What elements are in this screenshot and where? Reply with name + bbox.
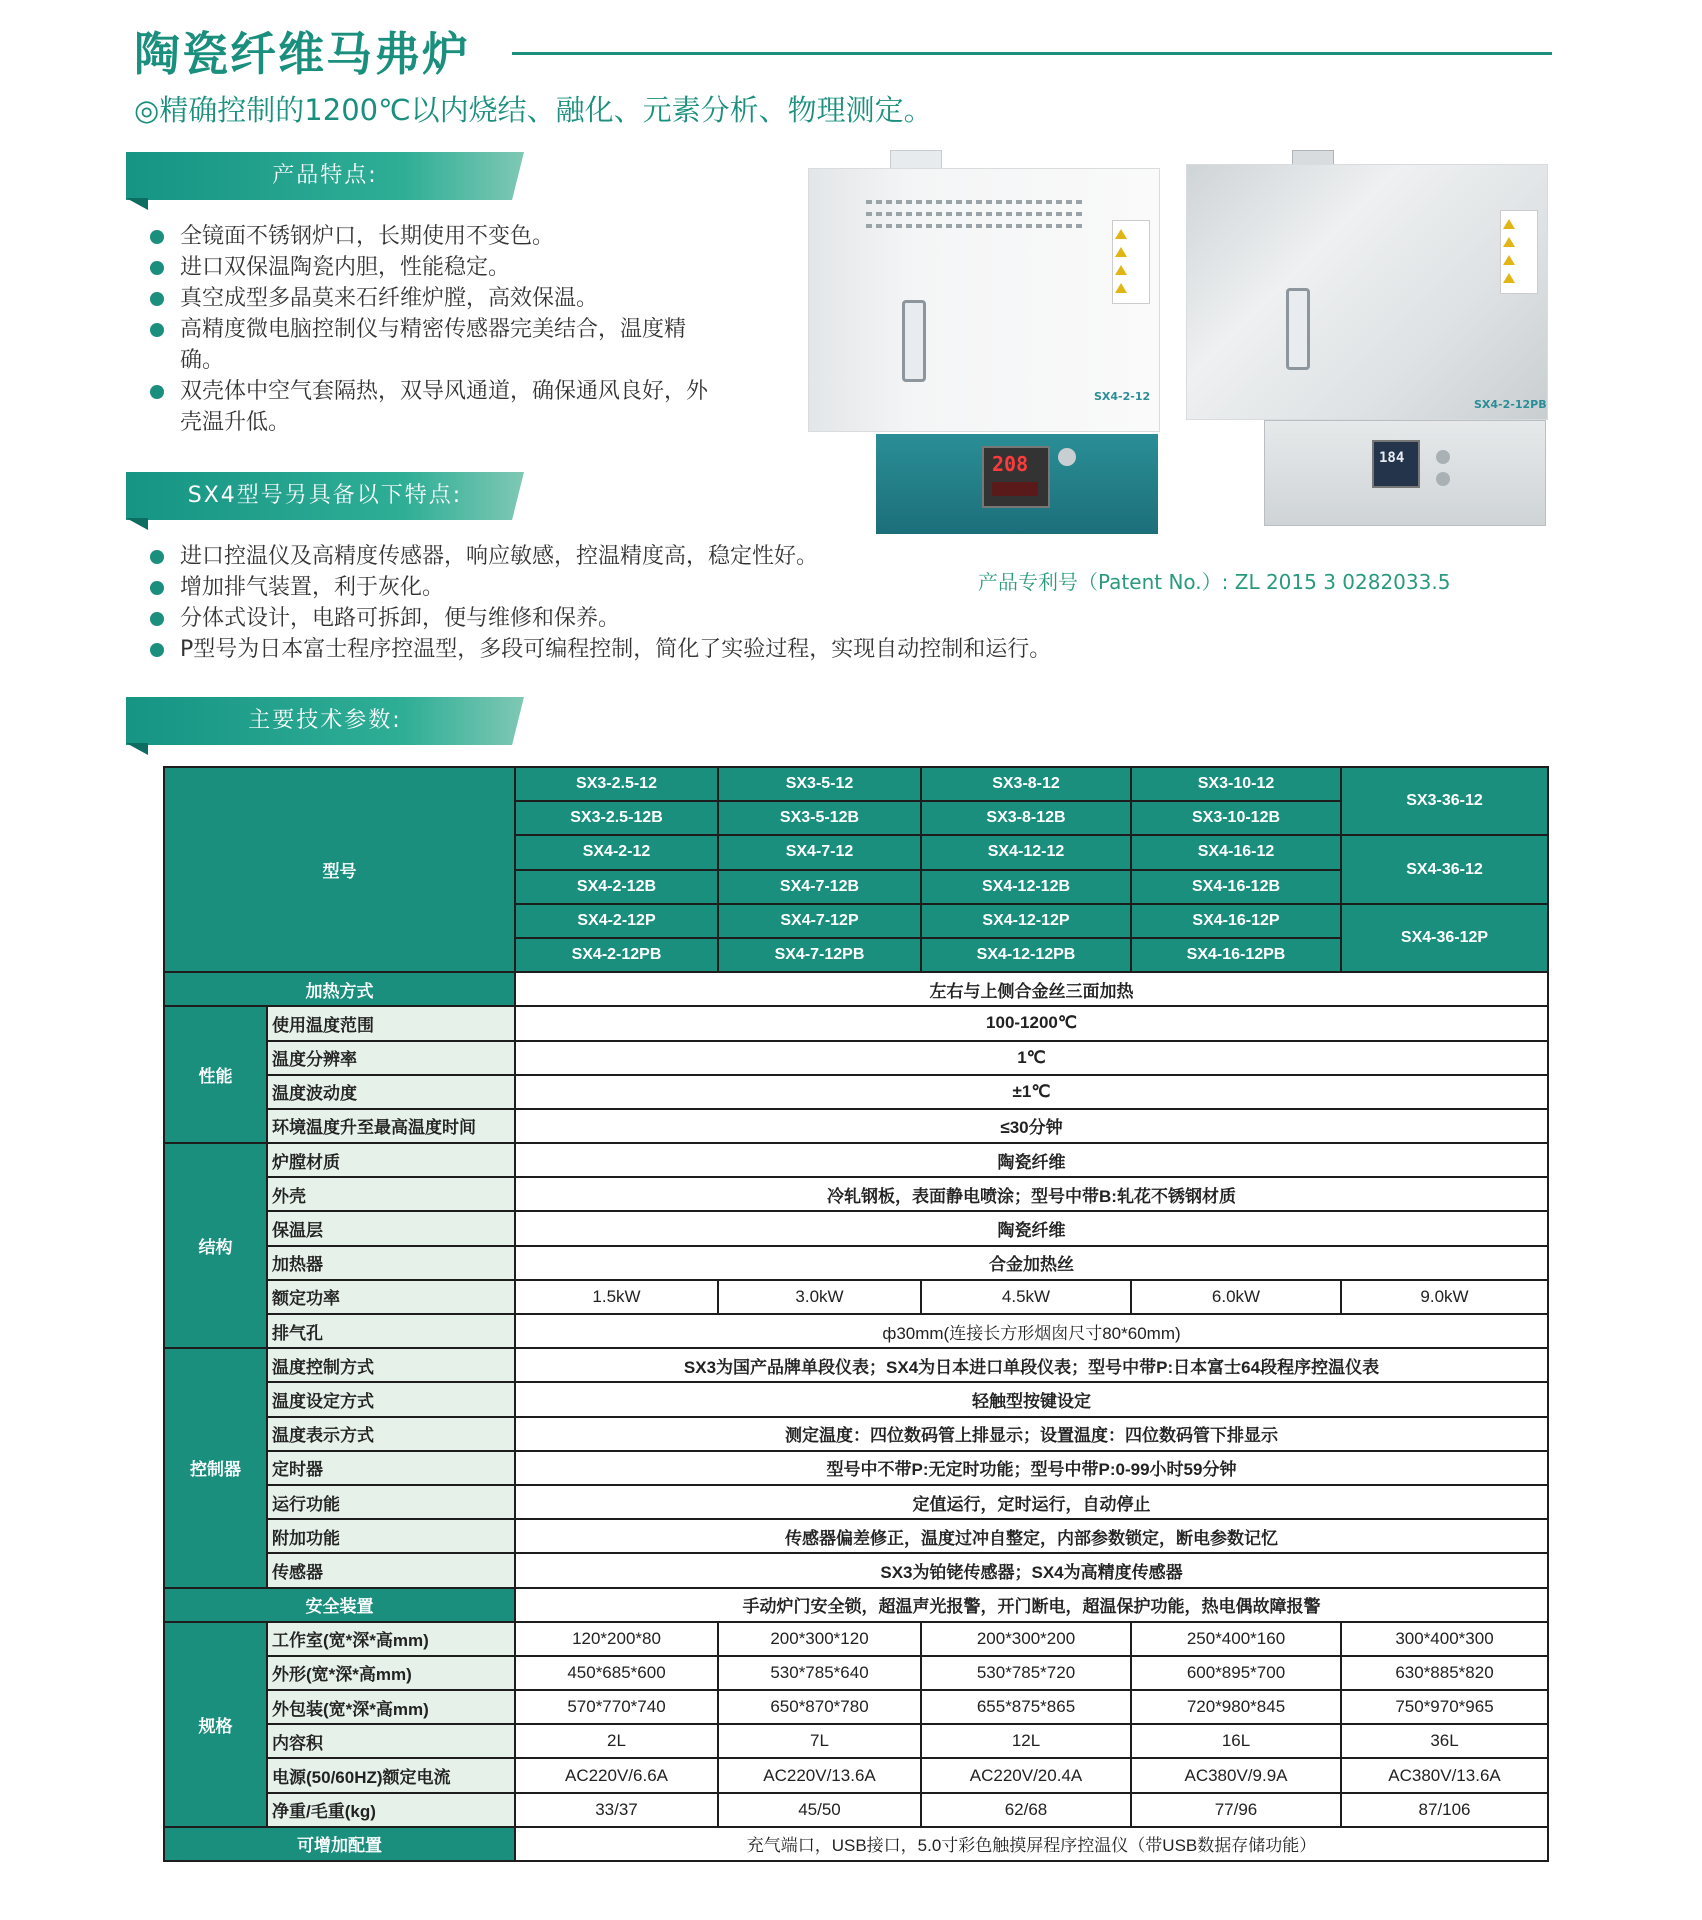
features-heading-bar xyxy=(126,152,524,210)
table-row xyxy=(164,1211,1548,1245)
bullet-icon xyxy=(150,323,164,337)
row-value: 45/50 xyxy=(718,1793,921,1827)
list-item: 全镜面不锈钢炉口，长期使用不变色。 xyxy=(148,221,728,252)
model-cell: SX3-5-12B xyxy=(718,801,921,835)
model-cell: SX4-7-12B xyxy=(718,870,921,904)
safety-value: 手动炉门安全锁，超温声光报警，开门断电，超温保护功能，热电偶故障报警 xyxy=(515,1588,1548,1622)
row-value: 型号中不带P:无定时功能；型号中带P:0-99小时59分钟 xyxy=(515,1451,1548,1485)
sx4-heading-bar xyxy=(126,472,524,530)
sx4-features-list xyxy=(148,541,1248,665)
row-label: 外壳 xyxy=(267,1177,515,1211)
row-label: 工作室(宽*深*高mm) xyxy=(267,1622,515,1656)
row-value: SX3为铂铑传感器；SX4为高精度传感器 xyxy=(515,1553,1548,1587)
table-row xyxy=(164,1793,1548,1827)
row-value: 750*970*965 xyxy=(1341,1690,1548,1724)
sx4-heading: SX4型号另具备以下特点: xyxy=(187,483,463,508)
row-value: AC220V/20.4A xyxy=(921,1758,1131,1792)
row-value: SX3为国产品牌单段仪表；SX4为日本进口单段仪表；型号中带P:日本富士64段程序控温仪表 xyxy=(515,1348,1548,1382)
table-row xyxy=(164,1622,1548,1656)
row-label: 电源(50/60HZ)额定电流 xyxy=(267,1758,515,1792)
row-label: 炉膛材质 xyxy=(267,1143,515,1177)
row-value: 轻触型按键设定 xyxy=(515,1382,1548,1416)
table-row xyxy=(164,1348,1548,1382)
row-value: 200*300*200 xyxy=(921,1622,1131,1656)
table-row xyxy=(164,1417,1548,1451)
model-cell: SX3-8-12 xyxy=(921,767,1131,801)
patent-number: 产品专利号（Patent No.）: ZL 2015 3 0282033.5 xyxy=(978,570,1451,594)
row-value: 1.5kW xyxy=(515,1280,718,1314)
power-switch-icon xyxy=(1058,448,1076,466)
model-cell: SX4-36-12P xyxy=(1341,904,1548,972)
row-label: 运行功能 xyxy=(267,1485,515,1519)
bullet-icon xyxy=(150,612,164,626)
power-switch-icon xyxy=(1436,450,1450,464)
model-cell: SX4-2-12P xyxy=(515,904,718,938)
heating-value: 左右与上侧合金丝三面加热 xyxy=(515,972,1548,1006)
row-value: 530*785*640 xyxy=(718,1656,921,1690)
list-item: P型号为日本富士程序控温型，多段可编程控制，简化了实验过程，实现自动控制和运行。 xyxy=(148,634,1248,665)
row-value: AC380V/9.9A xyxy=(1131,1758,1341,1792)
row-value: 1℃ xyxy=(515,1041,1548,1075)
title-rule xyxy=(512,52,1552,55)
bullet-icon xyxy=(150,261,164,275)
bullet-icon xyxy=(150,581,164,595)
row-value: AC380V/13.6A xyxy=(1341,1758,1548,1792)
table-row xyxy=(164,767,1548,801)
model-cell: SX3-2.5-12B xyxy=(515,801,718,835)
list-item: 进口双保温陶瓷内胆，性能稳定。 xyxy=(148,252,728,283)
row-value: 2L xyxy=(515,1724,718,1758)
row-label: 温度控制方式 xyxy=(267,1348,515,1382)
row-value: 3.0kW xyxy=(718,1280,921,1314)
row-value: 650*870*780 xyxy=(718,1690,921,1724)
list-item: 分体式设计，电路可拆卸，便与维修和保养。 xyxy=(148,603,1248,634)
oven-model-label: SX4-2-12 xyxy=(1094,390,1151,403)
model-cell: SX4-16-12P xyxy=(1131,904,1341,938)
row-value: 62/68 xyxy=(921,1793,1131,1827)
list-item: 双壳体中空气套隔热，双导风通道，确保通风良好，外壳温升低。 xyxy=(148,376,728,438)
row-value: 600*895*700 xyxy=(1131,1656,1341,1690)
row-value: 7L xyxy=(718,1724,921,1758)
row-value: 冷轧钢板，表面静电喷涂；型号中带B:轧花不锈钢材质 xyxy=(515,1177,1548,1211)
optional-label: 可增加配置 xyxy=(164,1827,515,1861)
row-label: 内容积 xyxy=(267,1724,515,1758)
model-cell: SX4-2-12 xyxy=(515,835,718,869)
row-label: 排气孔 xyxy=(267,1314,515,1348)
model-cell: SX3-5-12 xyxy=(718,767,921,801)
table-row xyxy=(164,972,1548,1006)
row-value: 陶瓷纤维 xyxy=(515,1211,1548,1245)
bullet-icon xyxy=(150,550,164,564)
row-label: 额定功率 xyxy=(267,1280,515,1314)
row-value: 450*685*600 xyxy=(515,1656,718,1690)
model-cell: SX3-36-12 xyxy=(1341,767,1548,835)
row-value: ≤30分钟 xyxy=(515,1109,1548,1143)
row-label: 保温层 xyxy=(267,1211,515,1245)
product-image-sx4-2-12 xyxy=(806,150,1166,534)
bullet-icon xyxy=(150,292,164,306)
model-cell: SX4-12-12 xyxy=(921,835,1131,869)
oven-model-label: SX4-2-12PB xyxy=(1474,398,1547,411)
table-row xyxy=(164,1485,1548,1519)
row-label: 使用温度范围 xyxy=(267,1006,515,1040)
table-row xyxy=(164,1280,1548,1314)
row-value: 传感器偏差修正，温度过冲自整定，内部参数锁定，断电参数记忆 xyxy=(515,1519,1548,1553)
row-value: 300*400*300 xyxy=(1341,1622,1548,1656)
row-value: 33/37 xyxy=(515,1793,718,1827)
row-value: 100-1200℃ xyxy=(515,1006,1548,1040)
model-cell: SX3-10-12B xyxy=(1131,801,1341,835)
row-value: 630*885*820 xyxy=(1341,1656,1548,1690)
table-row xyxy=(164,1553,1548,1587)
row-label: 外形(宽*深*高mm) xyxy=(267,1656,515,1690)
model-cell: SX4-16-12B xyxy=(1131,870,1341,904)
temperature-display: 184 xyxy=(1372,440,1420,488)
table-row xyxy=(164,1451,1548,1485)
model-cell: SX3-8-12B xyxy=(921,801,1131,835)
row-value: 120*200*80 xyxy=(515,1622,718,1656)
table-row xyxy=(164,1690,1548,1724)
table-row xyxy=(164,1075,1548,1109)
table-row xyxy=(164,1519,1548,1553)
row-value: AC220V/13.6A xyxy=(718,1758,921,1792)
table-row xyxy=(164,1382,1548,1416)
model-cell: SX4-12-12P xyxy=(921,904,1131,938)
row-label: 加热器 xyxy=(267,1246,515,1280)
list-item: 增加排气装置，利于灰化。 xyxy=(148,572,1248,603)
model-cell: SX4-7-12PB xyxy=(718,938,921,972)
safety-label: 安全装置 xyxy=(164,1588,515,1622)
model-cell: SX4-16-12PB xyxy=(1131,938,1341,972)
temperature-display: 208 xyxy=(982,446,1050,508)
row-value: 12L xyxy=(921,1724,1131,1758)
table-row xyxy=(164,1827,1548,1861)
spec-table xyxy=(163,766,1549,1862)
table-row xyxy=(164,1656,1548,1690)
table-row xyxy=(164,1758,1548,1792)
model-cell: SX4-16-12 xyxy=(1131,835,1341,869)
page-title: 陶瓷纤维马弗炉 xyxy=(134,27,470,81)
row-value: 合金加热丝 xyxy=(515,1246,1548,1280)
model-cell: SX3-10-12 xyxy=(1131,767,1341,801)
model-label: 型号 xyxy=(164,767,515,972)
table-row xyxy=(164,1041,1548,1075)
page-subtitle: ◎精确控制的1200℃以内烧结、融化、元素分析、物理测定。 xyxy=(134,93,933,127)
heating-label: 加热方式 xyxy=(164,972,515,1006)
row-label: 温度表示方式 xyxy=(267,1417,515,1451)
row-label: 温度设定方式 xyxy=(267,1382,515,1416)
model-cell: SX4-2-12PB xyxy=(515,938,718,972)
door-handle-icon xyxy=(1286,288,1310,370)
row-value: 测定温度：四位数码管上排显示；设置温度：四位数码管下排显示 xyxy=(515,1417,1548,1451)
row-value: 530*785*720 xyxy=(921,1656,1131,1690)
row-value: 陶瓷纤维 xyxy=(515,1143,1548,1177)
specs-heading-bar xyxy=(126,697,524,755)
model-cell: SX4-12-12PB xyxy=(921,938,1131,972)
model-cell: SX4-2-12B xyxy=(515,870,718,904)
model-cell: SX4-7-12P xyxy=(718,904,921,938)
controller-label: 控制器 xyxy=(164,1348,267,1587)
row-label: 传感器 xyxy=(267,1553,515,1587)
specs-heading: 主要技术参数: xyxy=(248,708,402,733)
model-cell: SX4-12-12B xyxy=(921,870,1131,904)
row-value: 87/106 xyxy=(1341,1793,1548,1827)
optional-value: 充气端口，USB接口，5.0寸彩色触摸屏程序控温仪（带USB数据存储功能） xyxy=(515,1827,1548,1861)
list-item: 进口控温仪及高精度传感器，响应敏感，控温精度高，稳定性好。 xyxy=(148,541,1248,572)
features-list xyxy=(148,221,728,438)
row-value: 570*770*740 xyxy=(515,1690,718,1724)
table-row xyxy=(164,1006,1548,1040)
row-label: 温度波动度 xyxy=(267,1075,515,1109)
bullet-icon xyxy=(150,230,164,244)
row-label: 温度分辨率 xyxy=(267,1041,515,1075)
row-value: 9.0kW xyxy=(1341,1280,1548,1314)
performance-label: 性能 xyxy=(164,1006,267,1143)
model-cell: SX4-36-12 xyxy=(1341,835,1548,903)
row-value: 4.5kW xyxy=(921,1280,1131,1314)
model-cell: SX4-7-12 xyxy=(718,835,921,869)
product-image-sx4-2-12pb xyxy=(1186,150,1552,526)
model-cell: SX3-2.5-12 xyxy=(515,767,718,801)
row-value: 720*980*845 xyxy=(1131,1690,1341,1724)
structure-label: 结构 xyxy=(164,1143,267,1348)
row-value: ±1℃ xyxy=(515,1075,1548,1109)
row-value: 定值运行，定时运行，自动停止 xyxy=(515,1485,1548,1519)
row-value: 6.0kW xyxy=(1131,1280,1341,1314)
row-label: 净重/毛重(kg) xyxy=(267,1793,515,1827)
row-label: 外包装(宽*深*高mm) xyxy=(267,1690,515,1724)
table-row xyxy=(164,1314,1548,1348)
table-row xyxy=(164,1177,1548,1211)
row-value: 36L xyxy=(1341,1724,1548,1758)
button-icon xyxy=(1436,472,1450,486)
list-item: 高精度微电脑控制仪与精密传感器完美结合，温度精确。 xyxy=(148,314,728,376)
door-handle-icon xyxy=(902,300,926,382)
row-value: 77/96 xyxy=(1131,1793,1341,1827)
bullet-icon xyxy=(150,385,164,399)
row-value: 250*400*160 xyxy=(1131,1622,1341,1656)
row-value: ф30mm(连接长方形烟囱尺寸80*60mm) xyxy=(515,1314,1548,1348)
row-label: 定时器 xyxy=(267,1451,515,1485)
size-label: 规格 xyxy=(164,1622,267,1827)
row-label: 附加功能 xyxy=(267,1519,515,1553)
row-value: 200*300*120 xyxy=(718,1622,921,1656)
row-value: AC220V/6.6A xyxy=(515,1758,718,1792)
row-label: 环境温度升至最高温度时间 xyxy=(267,1109,515,1143)
row-value: 655*875*865 xyxy=(921,1690,1131,1724)
table-row xyxy=(164,1143,1548,1177)
table-row xyxy=(164,1588,1548,1622)
bullet-icon xyxy=(150,643,164,657)
row-value: 16L xyxy=(1131,1724,1341,1758)
features-heading: 产品特点: xyxy=(272,163,378,188)
table-row xyxy=(164,1246,1548,1280)
table-row xyxy=(164,1724,1548,1758)
table-row xyxy=(164,1109,1548,1143)
list-item: 真空成型多晶莫来石纤维炉膛，高效保温。 xyxy=(148,283,728,314)
